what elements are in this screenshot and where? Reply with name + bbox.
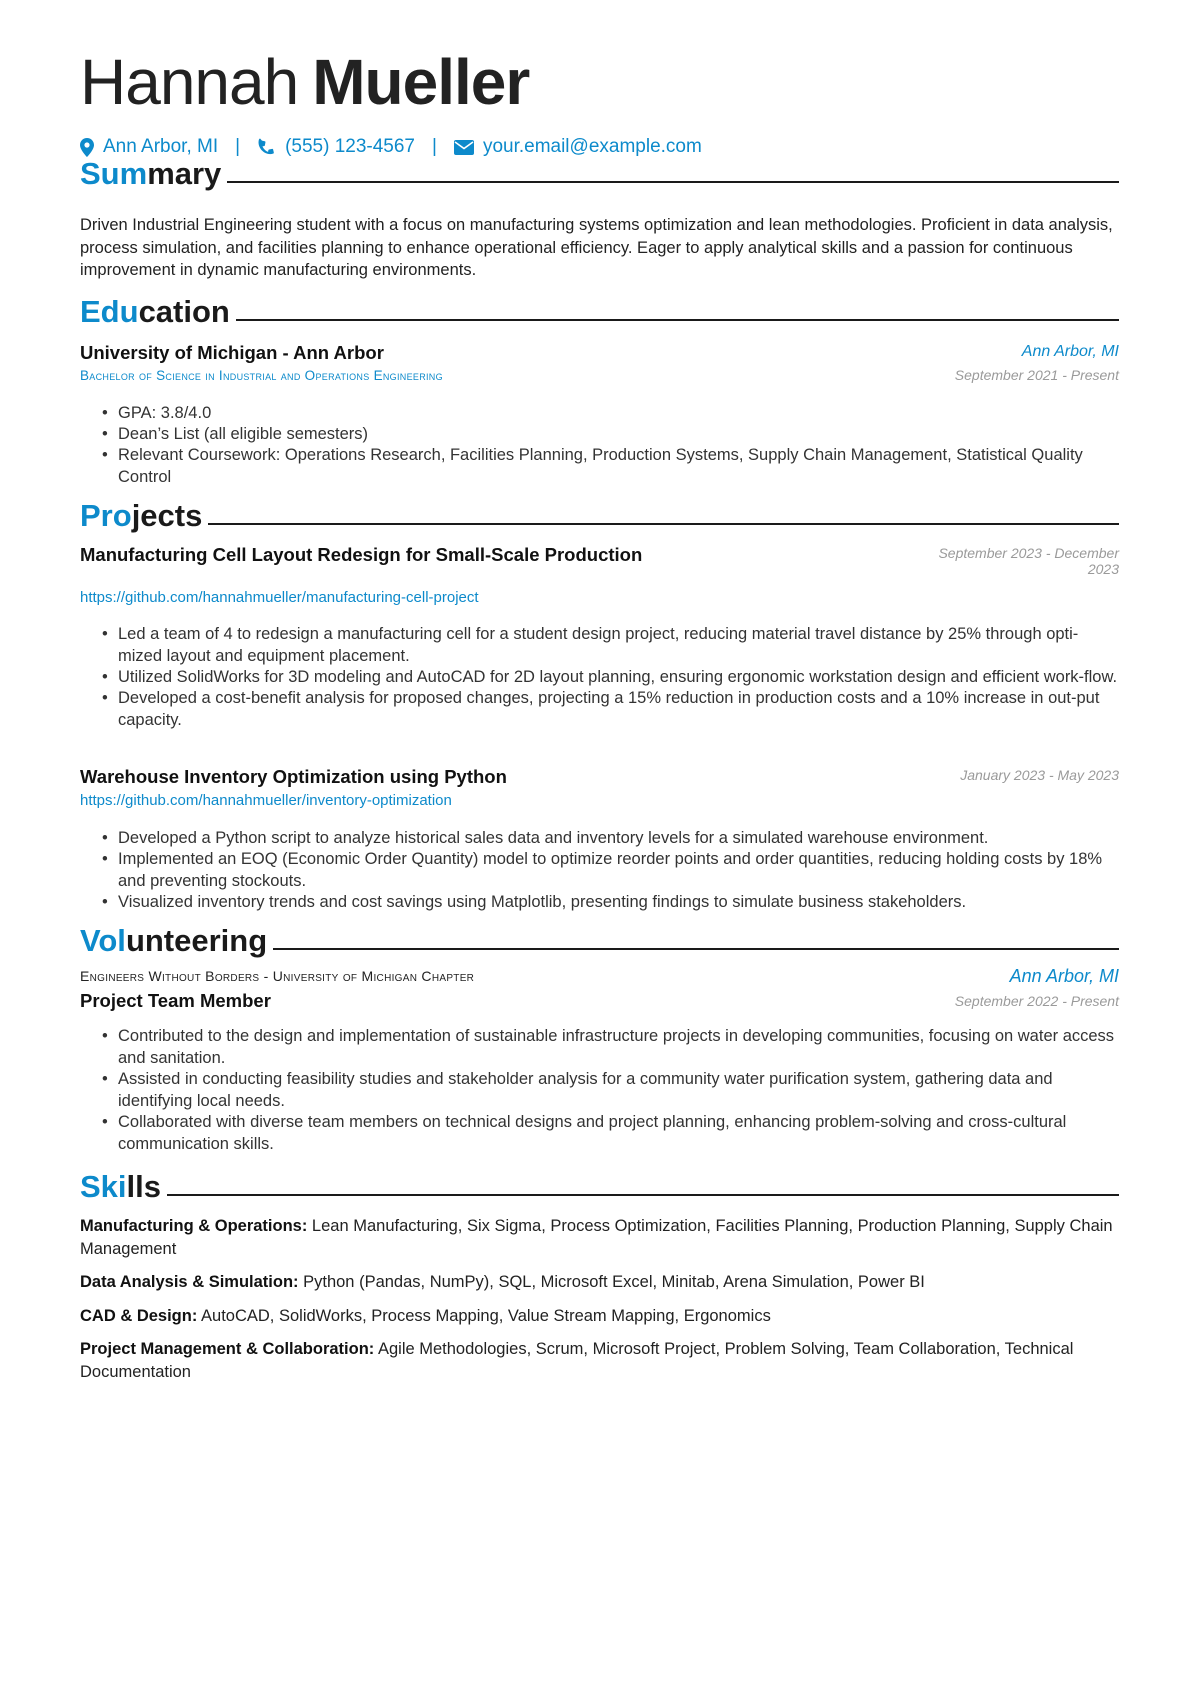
list-item: • Collaborated with diverse team members on technical designs and project planning, enhancing problem-solving and cross-cultural communication skills. [118,1111,1119,1155]
list-item: • Relevant Coursework: Operations Research, Facilities Planning, Production Systems, Supply Chain Management, Statistical Quality Control [118,444,1119,488]
skill-row [80,1215,1119,1260]
skill-value: Agile Methodologies, Scrum, Microsoft Project, Problem Solving, Team Collaboration, Technical Documentation [80,1340,1074,1381]
skill-label: Project Management & Collaboration: [80,1340,375,1358]
full-name [80,40,529,124]
project-link[interactable]: https://github.com/hannahmueller/inventory-optimization [80,792,452,809]
heading-accent: Vol [80,923,126,958]
list-item: • GPA: 3.8/4.0 [118,402,1119,424]
skill-row [80,1271,1119,1294]
summary-heading [80,154,1119,194]
list-item: • Developed a cost-benefit analysis for proposed changes, projecting a 15% reduction in production costs and a 10% increase in out-put capacity. [118,687,1119,731]
heading-rule [236,319,1119,321]
volunteer-bullets [80,1025,1119,1154]
list-item: • Contributed to the design and implementation of sustainable infrastructure projects in developing communities, focusing on water access and sanitation. [118,1025,1119,1069]
list-item: • Assisted in conducting feasibility studies and stakeholder analysis for a community water purification system, gathering data and identifying local needs. [118,1068,1119,1112]
volunteer-dates: September 2022 - Present [954,993,1119,1009]
skill-label: Manufacturing & Operations: [80,1217,308,1235]
heading-rule [167,1194,1119,1196]
skills-heading [80,1167,1119,1207]
heading-accent: Edu [80,294,139,329]
education-location: Ann Arbor, MI [1021,343,1119,360]
skill-label: Data Analysis & Simulation: [80,1273,299,1291]
skill-row [80,1338,1119,1383]
heading-rest: mary [147,156,222,191]
project-bullets [80,623,1119,730]
heading-rest: jects [131,498,203,533]
phone-text: (555) 123-4567 [285,136,415,157]
project-link[interactable]: https://github.com/hannahmueller/manufacturing-cell-project [80,589,479,606]
location-text: Ann Arbor, MI [103,136,219,157]
envelope-icon [454,140,474,155]
list-item: • Led a team of 4 to redesign a manufacturing cell for a student design project, reducing material travel distance by 25% through opti-mized layout and equipment placement. [118,623,1119,667]
last-name: Mueller [312,46,530,118]
projects-heading [80,496,1119,536]
heading-accent: Sum [80,156,148,191]
skill-value: Python (Pandas, NumPy), SQL, Microsoft Excel, Minitab, Arena Simulation, Power BI [298,1273,925,1291]
dates-line: 2023 [1087,561,1119,577]
email-link[interactable]: your.email@example.com [482,136,702,157]
dates-line: September 2023 - December [938,545,1119,561]
heading-rule [273,948,1119,950]
education-dates: September 2021 - Present [954,367,1119,383]
project-title: Warehouse Inventory Optimization using Python [80,766,507,787]
heading-rest: unteering [125,923,268,958]
separator: | [235,136,241,157]
list-item: • Dean’s List (all eligible semesters) [118,423,1119,445]
volunteering-heading [80,921,1119,961]
list-item: • Utilized SolidWorks for 3D modeling and AutoCAD for 2D layout planning, ensuring ergonomic workstation design and efficient work-flow. [118,666,1119,688]
heading-accent: Pro [80,498,132,533]
heading-rest: cation [138,294,230,329]
heading-rule [227,181,1119,183]
heading-rule [208,523,1119,525]
education-heading [80,292,1119,332]
list-item: • Implemented an EOQ (Economic Order Quantity) model to optimize reorder points and order quantities, reducing holding costs by 18% and preventing stockouts. [118,848,1119,892]
first-name: Hannah [80,46,299,118]
skill-row [80,1305,1119,1328]
project-title: Manufacturing Cell Layout Redesign for Small-Scale Production [80,544,643,565]
skill-label: CAD & Design: [80,1307,198,1325]
summary-text: Driven Industrial Engineering student with a focus on manufacturing systems optimization and lean methodologies. Proficient in data analysis, process simulation, and facilities planning to enhance operational efficiency. Eager to apply analytical skills and a passion for continuous improvement in dynamic manufacturing environments. [80,216,1113,279]
heading-rest: lls [126,1169,161,1204]
list-item: • Visualized inventory trends and cost savings using Matplotlib, presenting findings to simulate business stakeholders. [118,891,1119,913]
list-item: • Developed a Python script to analyze historical sales data and inventory levels for a simulated warehouse environment. [118,827,1119,849]
education-bullets [80,402,1119,487]
project-dates [938,545,1119,577]
project-bullets [80,827,1119,912]
volunteer-location: Ann Arbor, MI [1009,966,1119,986]
school-name: University of Michigan - Ann Arbor [80,342,384,363]
skill-value: Lean Manufacturing, Six Sigma, Process Optimization, Facilities Planning, Production Planning, Supply Chain Management [80,1217,1113,1258]
volunteer-org: Engineers Without Borders - University of Michigan Chapter [80,968,475,984]
project-dates: January 2023 - May 2023 [960,767,1119,783]
degree: Bachelor of Science in Industrial and Operations Engineering [80,368,443,383]
skill-value: AutoCAD, SolidWorks, Process Mapping, Value Stream Mapping, Ergonomics [197,1307,771,1325]
separator: | [432,136,437,157]
volunteer-role: Project Team Member [80,990,271,1011]
heading-accent: Ski [80,1169,127,1204]
